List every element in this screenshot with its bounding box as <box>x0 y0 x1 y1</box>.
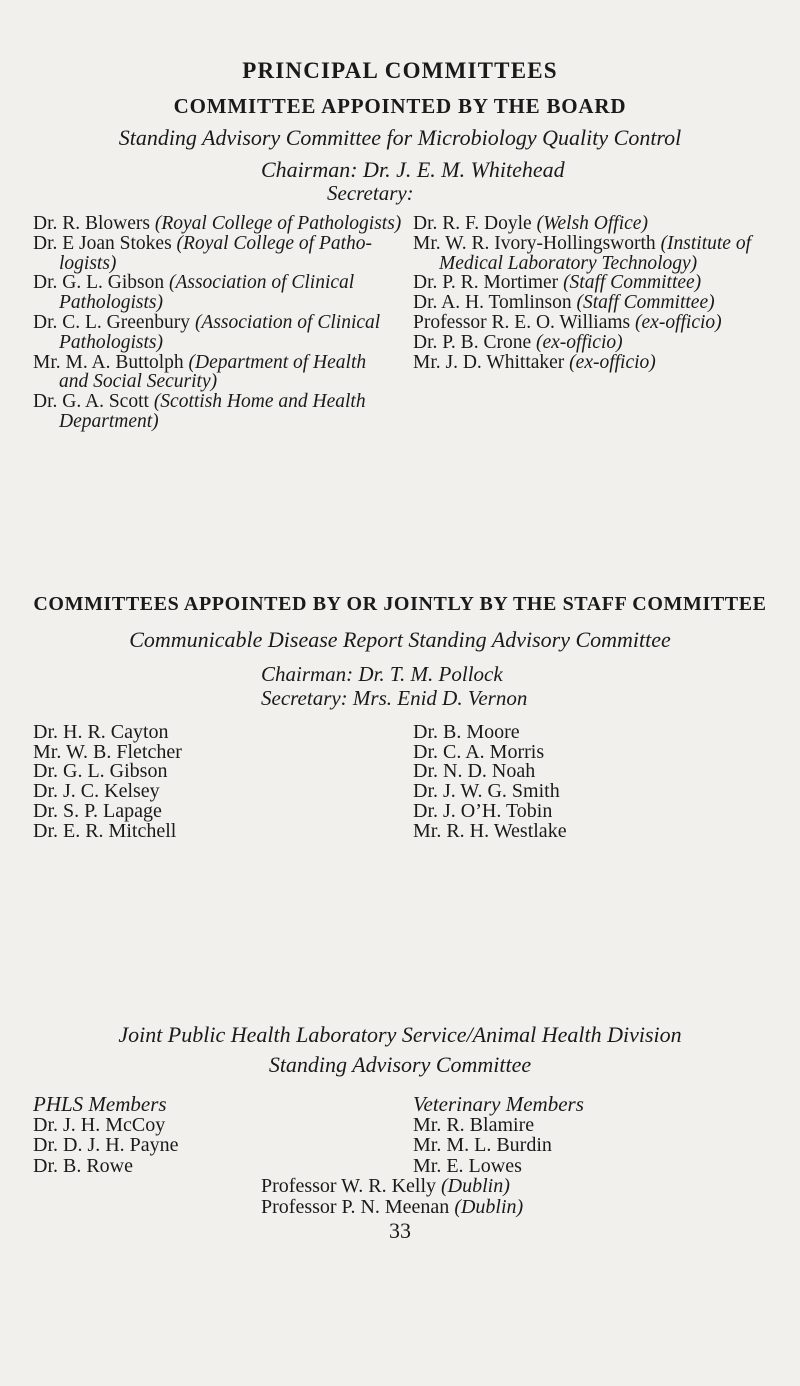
vet-heading: Veterinary Members <box>413 1092 584 1116</box>
member-entry: Professor W. R. Kelly (Dublin) <box>261 1175 510 1197</box>
member-entry: Dr. G. A. Scott (Scottish Home and Health <box>33 391 366 413</box>
board-secretary-label: Secretary: <box>327 181 414 205</box>
member-entry: Dr. J. W. G. Smith <box>413 780 560 803</box>
member-entry: Dr. E Joan Stokes (Royal College of Patho- <box>33 232 373 254</box>
member-entry: Dr. J. C. Kelsey <box>33 780 160 803</box>
member-entry: Dr. D. J. H. Payne <box>33 1134 179 1156</box>
member-entry: Dr. G. L. Gibson (Association of Clinical <box>33 272 355 294</box>
member-entry: Dr. E. R. Mitchell <box>33 819 177 842</box>
member-entry-cont: Department) <box>59 410 159 432</box>
member-entry: Mr. W. R. Ivory-Hollingsworth (Institute of <box>413 232 752 254</box>
member-entry: Professor P. N. Meenan (Dublin) <box>261 1195 524 1218</box>
member-entry: Mr. W. B. Fletcher <box>33 740 182 763</box>
phls-heading: PHLS Members <box>33 1092 167 1116</box>
member-entry: Dr. C. A. Morris <box>413 740 545 763</box>
board-section-heading: COMMITTEE APPOINTED BY THE BOARD <box>173 94 627 118</box>
board-chairman <box>261 157 565 183</box>
staff-left-members <box>33 723 182 841</box>
joint-committee-title-line2: Standing Advisory Committee <box>268 1052 532 1077</box>
board-left-members <box>33 214 401 432</box>
member-entry: Dr. C. L. Greenbury (Association of Clinical <box>33 311 381 333</box>
member-entry: Mr. J. D. Whittaker (ex-officio) <box>413 351 656 373</box>
member-entry: Dr. B. Moore <box>413 721 520 743</box>
member-entry: Professor R. E. O. Williams (ex-officio) <box>413 311 722 333</box>
member-entry: Mr. M. L. Burdin <box>413 1134 552 1156</box>
staff-section-heading: COMMITTEES APPOINTED BY OR JOINTLY BY THE STAFF COMMITTEE <box>33 593 767 615</box>
member-entry: Mr. M. A. Buttolph (Department of Health <box>33 351 367 373</box>
member-entry-cont: Pathologists) <box>59 331 164 353</box>
member-entry: Dr. P. B. Crone (ex-officio) <box>413 331 623 353</box>
member-entry-cont: Pathologists) <box>59 292 164 314</box>
page-number: 33 <box>389 1218 411 1243</box>
member-entry-cont: Medical Laboratory Technology) <box>439 252 698 274</box>
member-entry: Dr. J. H. McCoy <box>33 1113 166 1136</box>
joint-professors <box>261 1176 523 1217</box>
member-entry: Dr. H. R. Cayton <box>33 721 169 743</box>
member-entry: Dr. B. Rowe <box>33 1154 133 1177</box>
member-entry: Dr. A. H. Tomlinson (Staff Committee) <box>413 292 715 314</box>
member-entry: Dr. P. R. Mortimer (Staff Committee) <box>413 272 702 294</box>
phls-members <box>33 1094 179 1176</box>
member-entry: Mr. R. Blamire <box>413 1113 535 1136</box>
board-right-members <box>413 214 751 372</box>
member-entry-cont: logists) <box>59 252 117 274</box>
staff-secretary: Secretary: Mrs. Enid D. Vernon <box>261 686 528 710</box>
staff-chairman: Chairman: Dr. T. M. Pollock <box>261 662 503 686</box>
staff-committee-title: Communicable Disease Report Standing Advisory Committee <box>129 627 671 652</box>
page-title: PRINCIPAL COMMITTEES <box>242 58 558 83</box>
member-entry: Dr. G. L. Gibson <box>33 760 168 783</box>
member-entry: Dr. N. D. Noah <box>413 760 536 783</box>
joint-committee-title-line1: Joint Public Health Laboratory Service/Animal Health Division <box>118 1022 682 1047</box>
board-committee-title: Standing Advisory Committee for Microbiology Quality Control <box>118 125 682 150</box>
member-entry-cont: and Social Security) <box>59 371 218 393</box>
board-chairman-text: Chairman: Dr. J. E. M. Whitehead <box>261 157 565 182</box>
member-entry: Mr. E. Lowes <box>413 1154 522 1177</box>
member-entry: Dr. R. F. Doyle (Welsh Office) <box>413 213 648 234</box>
staff-right-members <box>413 723 567 841</box>
member-entry: Dr. J. O’H. Tobin <box>413 799 553 822</box>
member-entry: Dr. S. P. Lapage <box>33 799 162 822</box>
vet-members <box>413 1094 584 1176</box>
member-entry: Mr. R. H. Westlake <box>413 819 567 842</box>
member-entry: Dr. R. Blowers (Royal College of Pathologists) <box>33 213 402 234</box>
